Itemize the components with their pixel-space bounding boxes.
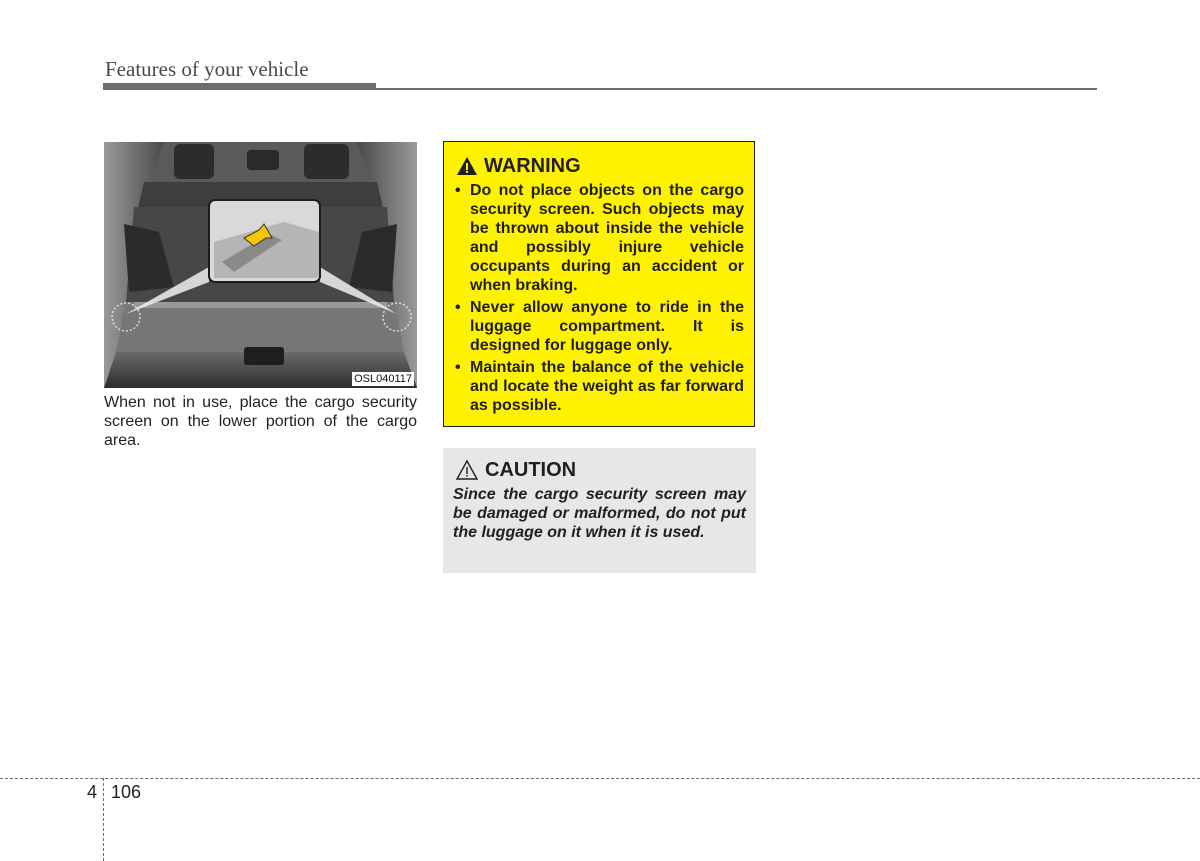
caution-text: Since the cargo security screen may be damaged or malformed, do not put the luggage on it when it is used. (453, 486, 746, 541)
page-number: 106 (111, 782, 142, 802)
footer-rule (0, 778, 1200, 779)
warning-title: WARNING (484, 154, 581, 177)
warning-triangle-icon (456, 156, 478, 176)
warning-item: • Never allow anyone to ride in the luggage compartment. It is designed for luggage only. (455, 299, 744, 354)
bullet-icon: • (455, 182, 461, 199)
section-title: Features of your vehicle (105, 57, 309, 81)
warning-item: • Do not place objects on the cargo security screen. Such objects may be thrown about inside the vehicle and possibly injure vehicle occupants during an accident or when braking. (455, 182, 744, 294)
header-rule-thin (376, 88, 1097, 90)
figure-code: OSL040117 (354, 373, 412, 385)
bullet-icon: • (455, 299, 461, 316)
caution-heading (455, 458, 746, 482)
caution-title: CAUTION (485, 458, 577, 481)
cargo-area-photo (104, 142, 417, 388)
caution-triangle-icon (455, 459, 479, 481)
warning-box (443, 141, 755, 427)
cargo-area-illustration (104, 142, 417, 388)
warning-heading (456, 154, 744, 178)
warning-item: • Maintain the balance of the vehicle and locate the weight as far forward as possible. (455, 359, 744, 414)
body-paragraph: When not in use, place the cargo security screen on the lower portion of the cargo area. (104, 394, 417, 449)
header-rule-thick (103, 83, 376, 90)
bullet-icon: • (455, 359, 461, 376)
warning-list (454, 181, 744, 415)
chapter-number: 4 (87, 782, 98, 802)
footer-divider (103, 778, 104, 861)
caution-box (443, 448, 756, 573)
